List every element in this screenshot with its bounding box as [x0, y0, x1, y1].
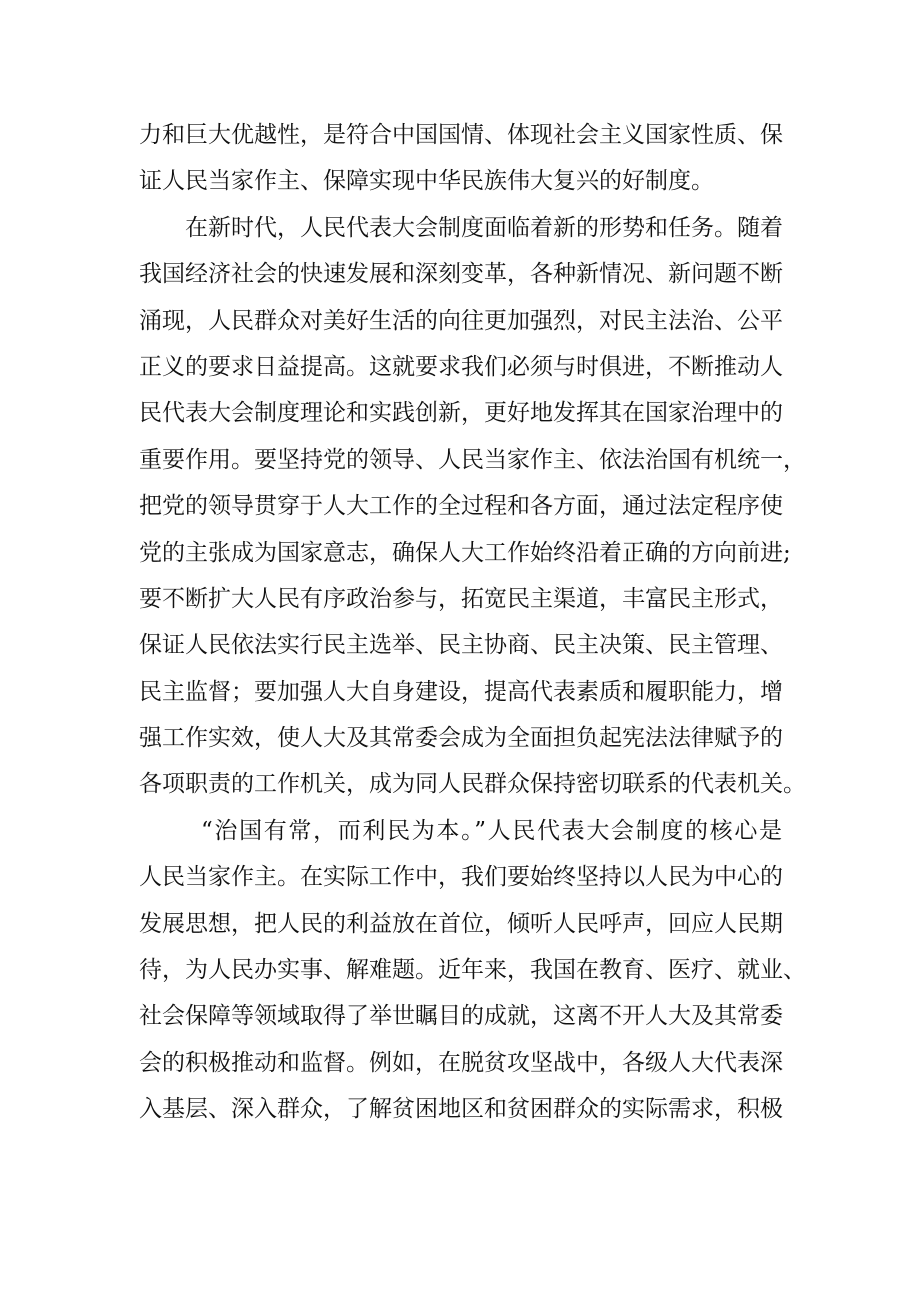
text-line: 要不断扩大人民有序政治参与，拓宽民主渠道，丰富民主形式， — [139, 585, 783, 612]
text-line: 人民当家作主。在实际工作中，我们要始终坚持以人民为中心的 — [139, 864, 783, 891]
text-line: 会的积极推动和监督。例如，在脱贫攻坚战中，各级人大代表深 — [139, 1049, 783, 1076]
text-line: 力和巨大优越性，是符合中国国情、体现社会主义国家性质、保 — [139, 122, 783, 148]
text-line: 入基层、深入群众，了解贫困地区和贫困群众的实际需求，积极 — [139, 1096, 783, 1123]
text-line: 各项职责的工作机关，成为同人民群众保持密切联系的代表机关。 — [139, 771, 806, 798]
text-line: 涌现，人民群众对美好生活的向往更加强烈，对民主法治、公平 — [139, 307, 783, 334]
text-line: 强工作实效，使人大及其常委会成为全面担负起宪法法律赋予的 — [139, 725, 783, 752]
paragraph-first-line: “治国有常，而利民为本。”人民代表大会制度的核心是 — [201, 817, 782, 844]
text-line: 重要作用。要坚持党的领导、人民当家作主、依法治国有机统一， — [139, 446, 806, 473]
text-line: 正义的要求日益提高。这就要求我们必须与时俱进，不断推动人 — [139, 353, 783, 380]
text-line: 证人民当家作主、保障实现中华民族伟大复兴的好制度。 — [139, 168, 714, 195]
paragraph-first-line: 在新时代，人民代表大会制度面临着新的形势和任务。随着 — [185, 214, 783, 241]
text-line: 民主监督；要加强人大自身建设，提高代表素质和履职能力，增 — [139, 678, 783, 705]
text-line: 民代表大会制度理论和实践创新，更好地发挥其在国家治理中的 — [139, 400, 783, 427]
text-line: 保证人民依法实行民主选举、民主协商、民主决策、民主管理、 — [139, 632, 783, 659]
text-line: 发展思想，把人民的利益放在首位，倾听人民呼声，回应人民期 — [139, 910, 783, 937]
text-line: 社会保障等领域取得了举世瞩目的成就，这离不开人大及其常委 — [139, 1003, 783, 1030]
text-line: 把党的领导贯穿于人大工作的全过程和各方面，通过法定程序使 — [139, 493, 783, 520]
text-line: 我国经济社会的快速发展和深刻变革，各种新情况、新问题不断 — [139, 261, 783, 288]
document-body — [139, 112, 806, 1133]
text-line: 党的主张成为国家意志，确保人大工作始终沿着正确的方向前进; — [139, 539, 791, 566]
text-line: 待，为人民办实事、解难题。近年来，我国在教育、医疗、就业、 — [139, 957, 806, 984]
